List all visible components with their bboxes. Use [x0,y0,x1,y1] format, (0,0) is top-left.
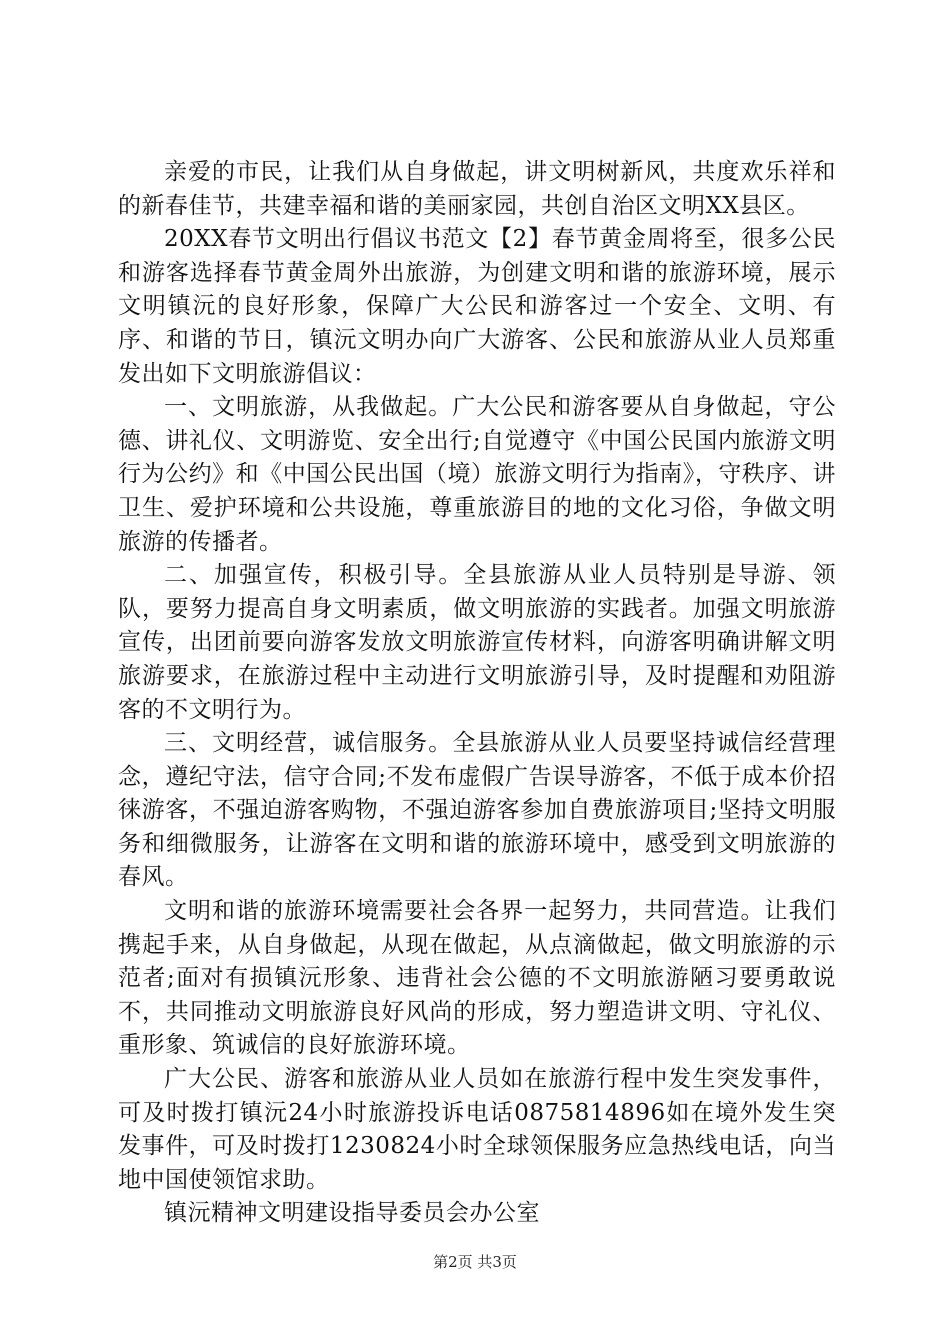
paragraph-closing-appeal: 亲爱的市民，让我们从自身做起，讲文明树新风，共度欢乐祥和的新春佳节，共建幸福和谐的美丽家园，共创自治区文明XX县区。 [118,159,836,219]
paragraph-emergency-contacts: 广大公民、游客和旅游从业人员如在旅游行程中发生突发事件，可及时拨打镇沅24小时旅游投诉电话0875814896如在境外发生突发事件，可及时拨打1230824小时全球领保服务应急热线电话，向当地中国使领馆求助。 [118,1066,836,1193]
paragraph-call-to-action: 文明和谐的旅游环境需要社会各界一起努力，共同营造。让我们携起手来，从自身做起，从现在做起，从点滴做起，做文明旅游的示范者;面对有损镇沅形象、违背社会公德的不文明旅游陋习要勇敢说不，共同推动文明旅游良好风尚的形成，努力塑造讲文明、守礼仪、重形象、筑诚信的良好旅游环境。 [118,898,836,1059]
paragraph-item-three: 三、文明经营，诚信服务。全县旅游从业人员要坚持诚信经营理念，遵纪守法，信守合同;不发布虚假广告误导游客，不低于成本价招徕游客，不强迫游客购物，不强迫游客参加自费旅游项目;坚持文明服务和细微服务，让游客在文明和谐的旅游环境中，感受到文明旅游的春风。 [118,730,836,891]
paragraph-signature: 镇沅精神文明建设指导委员会办公室 [164,1200,540,1227]
paragraph-proposal-intro: 20XX春节文明出行倡议书范文【2】春节黄金周将至，很多公民和游客选择春节黄金周外出旅游，为创建文明和谐的旅游环境，展示文明镇沅的良好形象，保障广大公民和游客过一个安全、文明、有序、和谐的节日，镇沅文明办向广大游客、公民和旅游从业人员郑重发出如下文明旅游倡议： [118,226,836,387]
page-number-footer: 第2页 共3页 [433,1253,517,1271]
document-body [118,156,836,1231]
paragraph-item-two: 二、加强宣传，积极引导。全县旅游从业人员特别是导游、领队，要努力提高自身文明素质，做文明旅游的实践者。加强文明旅游宣传，出团前要向游客发放文明旅游宣传材料，向游客明确讲解文明旅游要求，在旅游过程中主动进行文明旅游引导，及时提醒和劝阻游客的不文明行为。 [118,562,836,723]
paragraph-item-one: 一、文明旅游，从我做起。广大公民和游客要从自身做起，守公德、讲礼仪、文明游览、安全出行;自觉遵守《中国公民国内旅游文明行为公约》和《中国公民出国（境）旅游文明行为指南》，守秩序、讲卫生、爱护环境和公共设施，尊重旅游目的地的文化习俗，争做文明旅游的传播者。 [118,394,836,555]
